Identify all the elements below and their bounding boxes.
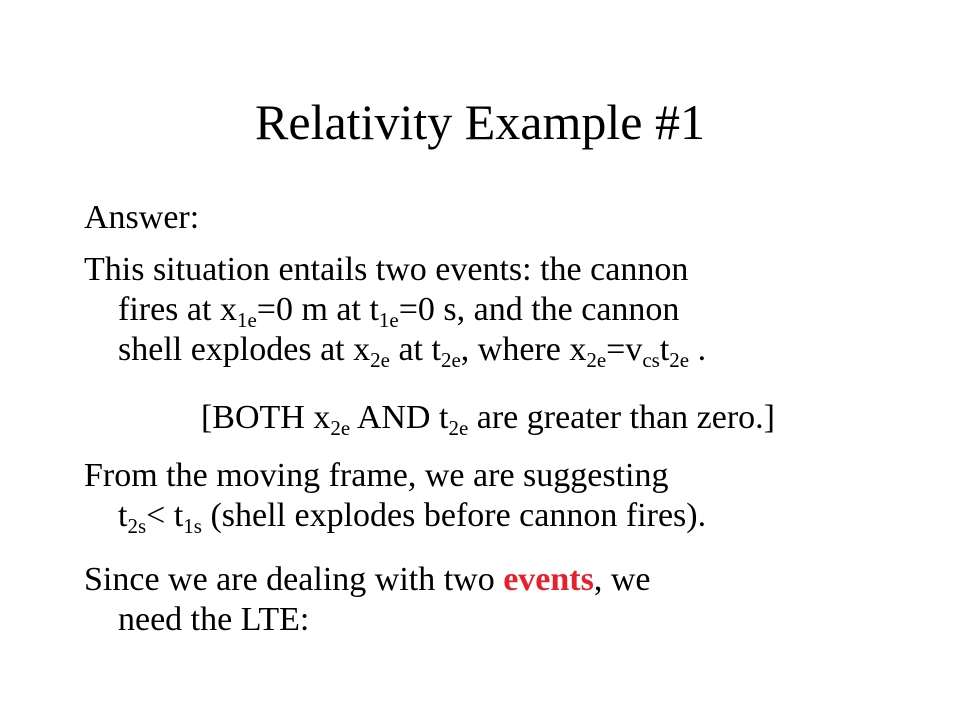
bracket-note: [BOTH $x_{2e}$ AND $t_{2e}$ are greater than zero.] <box>200 399 775 440</box>
subscript: 2e <box>370 348 390 372</box>
paragraph-lte-line-1: Since we are dealing with two events, we <box>84 561 651 598</box>
subscript: cs <box>642 348 660 372</box>
subscript: 2e <box>669 348 690 372</box>
paragraph-moving-frame-line-2: $t_{2s}< t_{1s}$ (shell explodes before cannon fires). <box>118 497 707 538</box>
subscript: 2e <box>448 416 469 440</box>
subscript: 1e <box>236 308 257 332</box>
subscript: 2e <box>440 348 461 372</box>
paragraph-lte-line-2: need the LTE: <box>118 601 310 638</box>
paragraph-events-line-3: shell explodes at $x_{2e}$ at $t_{2e}$, where $x_{2e}=v_{cs}t_{2e}$ . <box>118 331 707 372</box>
paragraph-events <box>84 250 884 370</box>
paragraph-moving-frame <box>84 456 884 536</box>
paragraph-moving-frame-line-1: From the moving frame, we are suggesting <box>84 457 669 494</box>
events-highlight: events <box>503 561 594 598</box>
paragraph-events-line-1: This situation entails two events: the cannon <box>84 251 689 288</box>
subscript: 1e <box>378 308 399 332</box>
subscript: 1s <box>183 514 202 538</box>
subscript: 2e <box>330 416 351 440</box>
subscript: 2e <box>586 348 607 372</box>
slide-title: Relativity Example #1 <box>255 94 705 150</box>
paragraph-events-line-2: fires at $x_{1e}=0$ m at $t_{1e}=0$ s, and the cannon <box>118 291 680 332</box>
subscript: 2s <box>127 514 147 538</box>
paragraph-lte <box>84 560 884 640</box>
answer-label: Answer: <box>84 199 200 236</box>
